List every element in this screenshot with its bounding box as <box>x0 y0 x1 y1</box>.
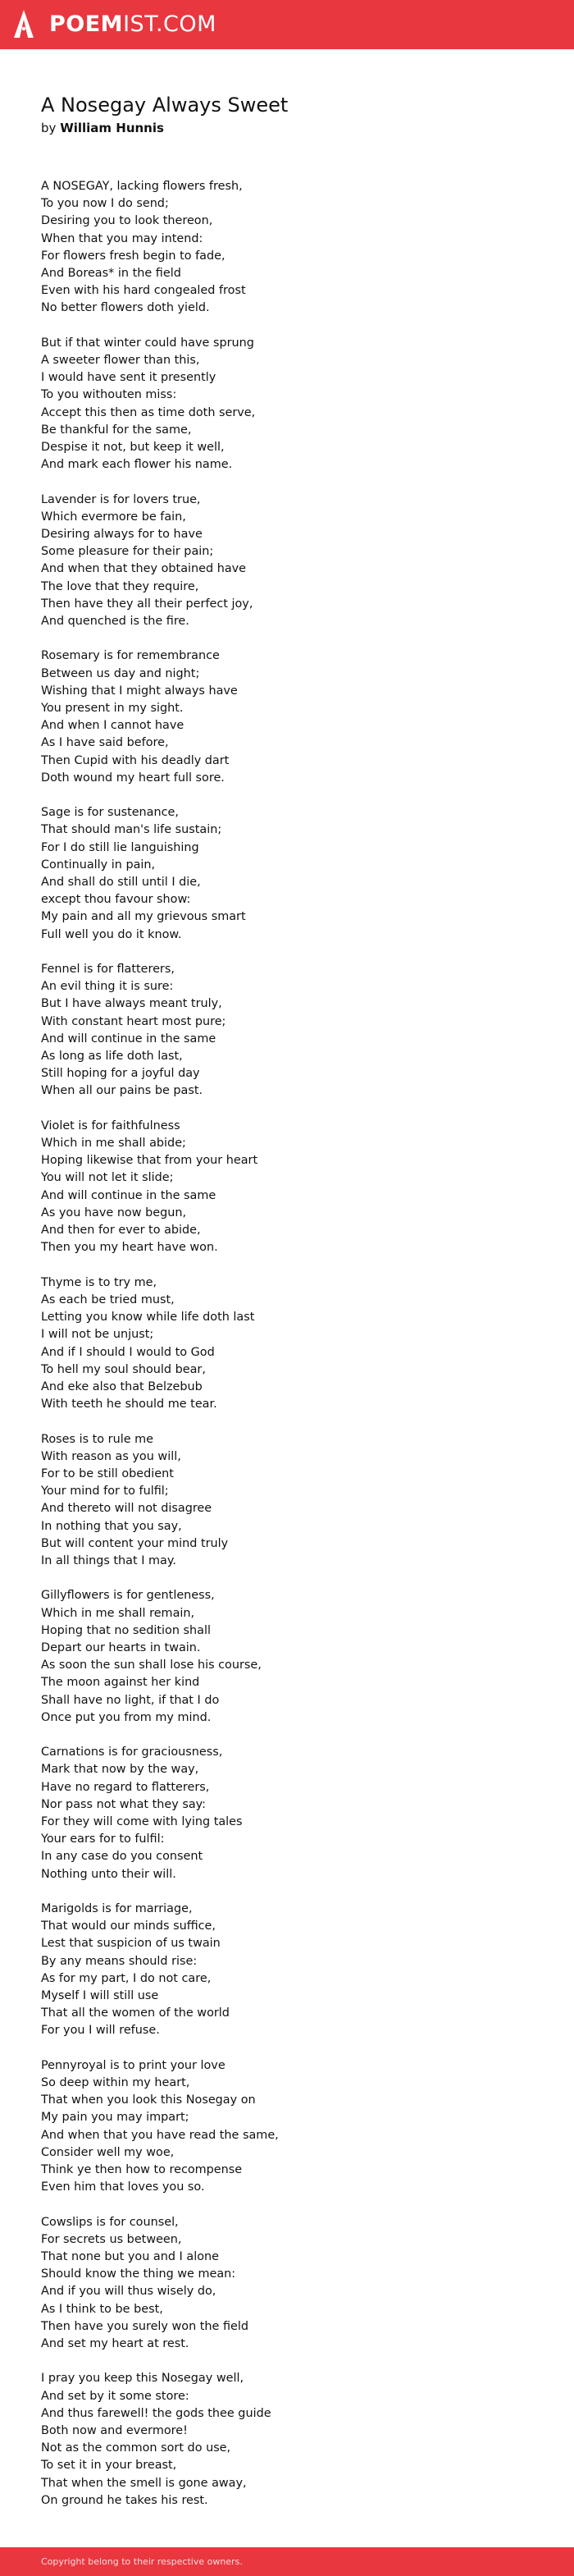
poem-line: With reason as you will, <box>41 1449 181 1463</box>
poem-line: Nor pass not what they say: <box>41 1797 206 1811</box>
poem-line: In any case do you consent <box>41 1850 203 1864</box>
poem-line: Marigolds is for marriage, <box>41 1901 193 1915</box>
poem-line: I will not be unjust; <box>41 1328 154 1342</box>
stanza <box>41 2214 549 2354</box>
poem-line: That when the smell is gone away, <box>41 2476 247 2490</box>
poem-line: That when you look this Nosegay on <box>41 2093 256 2107</box>
poem-line: Letting you know while life doth last <box>41 1311 255 1325</box>
poem-line: And when I cannot have <box>41 719 184 733</box>
poem-line: Your mind for to fulfil; <box>41 1485 169 1498</box>
poem-line: Which in me shall remain, <box>41 1606 195 1620</box>
by-prefix: by <box>41 121 57 135</box>
poem-line: For they will come with lying tales <box>41 1814 243 1828</box>
poem-line: As I think to be best, <box>41 2302 163 2316</box>
poem-line: An evil thing it is sure: <box>41 980 174 994</box>
poem-line: In all things that I may. <box>41 1553 176 1567</box>
poem-line: You will not let it slide; <box>41 1171 174 1185</box>
poem-line: Depart our hearts in twain. <box>41 1640 201 1654</box>
poem-line: The love that they require, <box>41 579 199 593</box>
poem-title: A Nosegay Always Sweet <box>41 94 289 117</box>
poem-line: So deep within my heart, <box>41 2075 190 2089</box>
poem-line: And set my heart at rest. <box>41 2336 189 2350</box>
poem-line: Then you my heart have won. <box>41 1241 218 1255</box>
poem-line: As you have now begun, <box>41 1206 187 1219</box>
poem-line: Both now and evermore! <box>41 2423 188 2437</box>
poem-line: And when that they obtained have <box>41 562 247 576</box>
stanza <box>41 1118 549 1257</box>
poem-line: Wishing that I might always have <box>41 684 238 698</box>
poem-line: Full well you do it know. <box>41 927 182 941</box>
poem-line: Some pleasure for their pain; <box>41 545 214 559</box>
poem-line: And shall do still until I die, <box>41 876 201 890</box>
stanza <box>41 1274 549 1414</box>
poem-line: My pain and all my grievous smart <box>41 910 246 924</box>
poem-line: That would our minds suffice, <box>41 1919 216 1933</box>
poem-line: Lest that suspicion of us twain <box>41 1937 221 1951</box>
site-footer <box>0 2547 574 2576</box>
site-logo[interactable] <box>49 11 216 38</box>
copyright-text: Copyright belong to their respective owners. <box>41 2556 243 2567</box>
poem-line: Gillyflowers is for gentleness, <box>41 1589 215 1603</box>
poem-line: Should know the thing we mean: <box>41 2267 236 2281</box>
poem-line: Despise it not, but keep it well, <box>41 441 225 455</box>
stanza <box>41 1744 549 1883</box>
poem-line: Even him that loves you so. <box>41 2180 205 2194</box>
poem-line: No better flowers doth yield. <box>41 301 210 315</box>
logo-thin-text: IST.COM <box>123 11 216 37</box>
poem-line: For I do still lie languishing <box>41 840 199 854</box>
poem-line: And quenched is the fire. <box>41 615 189 629</box>
poem-line: With constant heart most pure; <box>41 1014 226 1028</box>
poem-line: Which in me shall abide; <box>41 1137 186 1151</box>
poem-line: Even with his hard congealed frost <box>41 284 246 298</box>
poem-line: Continually in pain, <box>41 858 156 872</box>
poem-line: To set it in your breast, <box>41 2459 177 2473</box>
poem-line: Consider well my woe, <box>41 2145 175 2159</box>
poem-line: As for my part, I do not care, <box>41 1971 212 1985</box>
poem-line: Be thankful for the same, <box>41 423 192 437</box>
poem-line: Once put you from my mind. <box>41 1710 212 1724</box>
poem-line: Myself I will still use <box>41 1988 159 2002</box>
poem-line: When that you may intend: <box>41 231 203 245</box>
quill-nib-icon[interactable] <box>11 8 36 41</box>
stanza <box>41 804 549 944</box>
poem-line: With teeth he should me tear. <box>41 1398 217 1412</box>
poem-body <box>41 178 549 2527</box>
poem-line: Lavender is for lovers true, <box>41 492 201 506</box>
poem-line: By any means should rise: <box>41 1954 198 1968</box>
poem-line: A sweeter flower than this, <box>41 354 200 368</box>
poem-line: But if that winter could have sprung <box>41 336 254 350</box>
poem-line: But will content your mind truly <box>41 1536 229 1550</box>
stanza <box>41 2370 549 2510</box>
poem-line: And set by it some store: <box>41 2389 189 2403</box>
poem-line: Your ears for to fulfil: <box>41 1832 165 1846</box>
poem-line: And thereto will not disagree <box>41 1502 212 1516</box>
poem-line: As long as life doth last, <box>41 1050 183 1064</box>
poem-line: Roses is to rule me <box>41 1432 154 1446</box>
poem-line: And eke also that Belzebub <box>41 1380 203 1393</box>
stanza <box>41 335 549 474</box>
poem-line: For to be still obedient <box>41 1466 174 1480</box>
poem-line: And thus farewell! the gods thee guide <box>41 2406 271 2420</box>
poem-line: And Boreas* in the field <box>41 267 181 281</box>
poem-line: Violet is for faithfulness <box>41 1119 180 1132</box>
stanza <box>41 2057 549 2197</box>
poem-line: And will continue in the same <box>41 1032 216 1045</box>
poem-line: A NOSEGAY, lacking flowers fresh, <box>41 180 243 193</box>
poem-line: That all the women of the world <box>41 2006 230 2020</box>
poem-line: That none but you and I alone <box>41 2249 219 2263</box>
stanza <box>41 1587 549 1727</box>
poem-line: As I have said before, <box>41 736 169 750</box>
poem-line: Nothing unto their will. <box>41 1867 176 1881</box>
poem-line: Cowslips is for counsel, <box>41 2215 179 2229</box>
poem-line: For you I will refuse. <box>41 2024 160 2038</box>
poem-line: Then Cupid with his deadly dart <box>41 753 230 767</box>
poem-line: On ground he takes his rest. <box>41 2493 208 2507</box>
poem-line: Hoping that no sedition shall <box>41 1623 211 1637</box>
poem-line: Accept this then as time doth serve, <box>41 405 256 419</box>
stanza <box>41 647 549 787</box>
poem-line: For flowers fresh begin to fade, <box>41 249 226 263</box>
poem-line: And if you will thus wisely do, <box>41 2285 216 2299</box>
poem-line: Which evermore be fain, <box>41 510 186 524</box>
poem-line: My pain you may impart; <box>41 2111 189 2125</box>
poem-line: Mark that now by the way, <box>41 1763 199 1777</box>
poem-line: But I have always meant truly, <box>41 997 222 1011</box>
poem-line: Thyme is to try me, <box>41 1275 157 1289</box>
stanza <box>41 1431 549 1571</box>
poem-line: In nothing that you say, <box>41 1519 182 1533</box>
site-header <box>0 0 574 49</box>
poem-line: For secrets us between, <box>41 2232 182 2246</box>
author-name[interactable]: William Hunnis <box>60 121 164 135</box>
poem-line: Then have you surely won the field <box>41 2319 249 2333</box>
poem-line: When all our pains be past. <box>41 1084 203 1098</box>
poem-line: To you now I do send; <box>41 197 169 211</box>
poem-line: except thou favour show: <box>41 893 191 907</box>
poem-line: And if I should I would to God <box>41 1345 215 1359</box>
poem-byline <box>41 120 164 136</box>
stanza <box>41 1901 549 2040</box>
poem-line: Desiring always for to have <box>41 528 203 542</box>
poem-line: The moon against her kind <box>41 1676 200 1690</box>
poem-line: As each be tried must, <box>41 1293 175 1306</box>
poem-line: And when that you have read the same, <box>41 2128 279 2142</box>
poem-line: You present in my sight. <box>41 702 184 716</box>
logo-bold-text: POEM <box>49 11 124 37</box>
poem-line: Shall have no light, if that I do <box>41 1693 220 1707</box>
poem-line: Desiring you to look thereon, <box>41 214 213 228</box>
poem-line: Then have they all their perfect joy, <box>41 597 253 611</box>
poem-line: Hoping likewise that from your heart <box>41 1154 258 1168</box>
stanza <box>41 178 549 318</box>
poem-line: Think ye then how to recompense <box>41 2162 243 2176</box>
poem-line: To you withouten miss: <box>41 388 177 402</box>
poem-line: Still hoping for a joyful day <box>41 1067 200 1081</box>
poem-line: And will continue in the same <box>41 1188 216 1202</box>
poem-line: Fennel is for flatterers, <box>41 963 175 977</box>
poem-line: Between us day and night; <box>41 666 200 680</box>
poem-line: Carnations is for graciousness, <box>41 1746 223 1759</box>
poem-line: Sage is for sustenance, <box>41 806 179 820</box>
poem-line: Doth wound my heart full sore. <box>41 771 225 785</box>
poem-line: I pray you keep this Nosegay well, <box>41 2372 244 2386</box>
poem-line: As soon the sun shall lose his course, <box>41 1659 262 1672</box>
poem-line: And then for ever to abide, <box>41 1224 201 1238</box>
poem-line: I would have sent it presently <box>41 371 216 385</box>
poem-line: Not as the common sort do use, <box>41 2441 231 2455</box>
stanza <box>41 492 549 631</box>
poem-line: And mark each flower his name. <box>41 458 233 472</box>
poem-line: Rosemary is for remembrance <box>41 649 220 663</box>
poem-line: To hell my soul should bear, <box>41 1362 206 1376</box>
poem-line: Have no regard to flatterers, <box>41 1780 210 1794</box>
stanza <box>41 961 549 1100</box>
poem-line: That should man's life sustain; <box>41 823 222 837</box>
poem-line: Pennyroyal is to print your love <box>41 2058 226 2072</box>
